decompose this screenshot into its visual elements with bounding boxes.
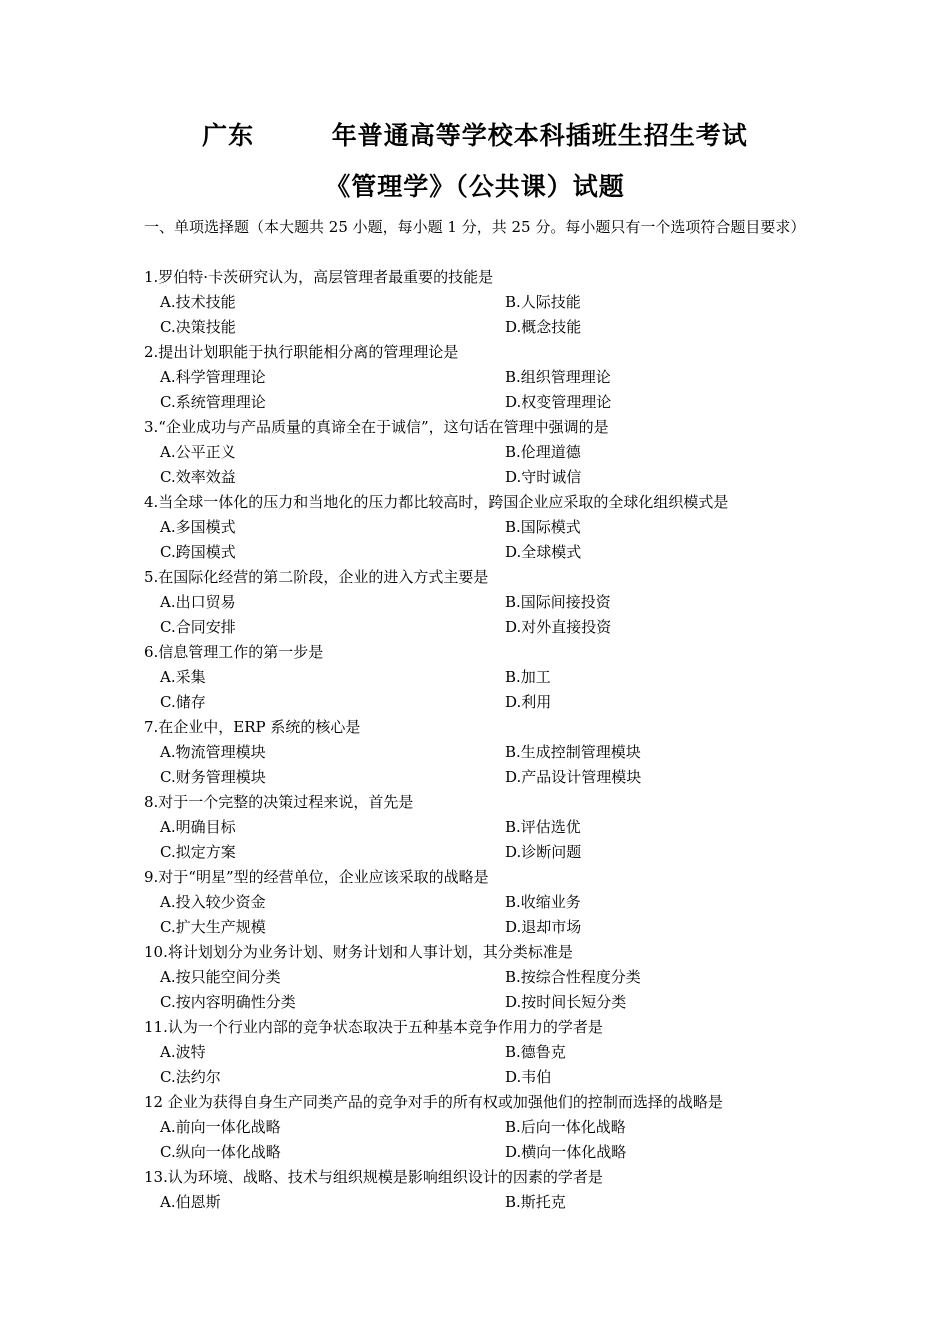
option-a: A.明确目标 — [160, 818, 236, 836]
option-a: A.出口贸易 — [160, 593, 236, 611]
question-1 — [0, 265, 950, 340]
option-a: A.波特 — [160, 1043, 206, 1061]
option-b: B.伦理道德 — [505, 443, 581, 461]
option-a: A.技术技能 — [160, 293, 236, 311]
question-stem: 10.将计划划分为业务计划、财务计划和人事计划，其分类标准是 — [144, 943, 573, 961]
option-a: A.多国模式 — [160, 518, 236, 536]
option-b: B.后向一体化战略 — [505, 1118, 626, 1136]
question-stem: 4.当全球一体化的压力和当地化的压力都比较高时，跨国企业应采取的全球化组织模式是 — [144, 493, 729, 511]
option-a: A.科学管理理论 — [160, 368, 266, 386]
question-stem: 12 企业为获得自身生产同类产品的竞争对手的所有权或加强他们的控制而选择的战略是 — [144, 1093, 723, 1111]
question-list — [0, 265, 950, 1215]
exam-title: 广东 年普通高等学校本科插班生招生考试 — [202, 121, 748, 150]
exam-subtitle: 《管理学》（公共课）试题 — [325, 172, 625, 201]
question-stem: 3.“企业成功与产品质量的真谛全在于诚信”，这句话在管理中强调的是 — [144, 418, 609, 436]
option-d: D.按时间长短分类 — [505, 993, 627, 1011]
question-stem: 11.认为一个行业内部的竞争状态取决于五种基本竞争作用力的学者是 — [144, 1018, 603, 1036]
question-2 — [0, 340, 950, 415]
option-b: B.按综合性程度分类 — [505, 968, 641, 986]
option-c: C.系统管理理论 — [160, 393, 266, 411]
option-d: D.对外直接投资 — [505, 618, 612, 636]
question-stem: 9.对于“明星”型的经营单位，企业应该采取的战略是 — [144, 868, 489, 886]
question-5 — [0, 565, 950, 640]
question-stem: 5.在国际化经营的第二阶段，企业的进入方式主要是 — [144, 568, 489, 586]
option-c: C.法约尔 — [160, 1068, 221, 1086]
option-d: D.利用 — [505, 693, 552, 711]
option-d: D.守时诚信 — [505, 468, 582, 486]
option-b: B.加工 — [505, 668, 551, 686]
option-d: D.诊断问题 — [505, 843, 582, 861]
option-b: B.评估选优 — [505, 818, 581, 836]
option-c: C.纵向一体化战略 — [160, 1143, 281, 1161]
option-c: C.合同安排 — [160, 618, 236, 636]
question-13 — [0, 1165, 950, 1215]
option-d: D.退却市场 — [505, 918, 582, 936]
option-a: A.按只能空间分类 — [160, 968, 281, 986]
option-c: C.储存 — [160, 693, 206, 711]
option-b: B.人际技能 — [505, 293, 581, 311]
option-d: D.权变管理理论 — [505, 393, 612, 411]
option-b: B.斯托克 — [505, 1193, 566, 1211]
question-stem: 7.在企业中，ERP 系统的核心是 — [144, 718, 361, 736]
option-d: D.产品设计管理模块 — [505, 768, 642, 786]
option-b: B.组织管理理论 — [505, 368, 611, 386]
option-c: C.按内容明确性分类 — [160, 993, 296, 1011]
option-a: A.前向一体化战略 — [160, 1118, 281, 1136]
option-d: D.韦伯 — [505, 1068, 552, 1086]
option-b: B.国际间接投资 — [505, 593, 611, 611]
question-stem: 6.信息管理工作的第一步是 — [144, 643, 324, 661]
option-d: D.横向一体化战略 — [505, 1143, 627, 1161]
question-stem: 8.对于一个完整的决策过程来说，首先是 — [144, 793, 414, 811]
question-9 — [0, 865, 950, 940]
question-7 — [0, 715, 950, 790]
question-12 — [0, 1090, 950, 1165]
question-10 — [0, 940, 950, 1015]
option-b: B.生成控制管理模块 — [505, 743, 641, 761]
option-d: D.全球模式 — [505, 543, 582, 561]
option-c: C.扩大生产规模 — [160, 918, 266, 936]
option-a: A.物流管理模块 — [160, 743, 266, 761]
question-3 — [0, 415, 950, 490]
option-a: A.伯恩斯 — [160, 1193, 221, 1211]
option-c: C.财务管理模块 — [160, 768, 266, 786]
option-d: D.概念技能 — [505, 318, 582, 336]
question-stem: 1.罗伯特·卡茨研究认为，高层管理者最重要的技能是 — [144, 268, 494, 286]
question-stem: 2.提出计划职能于执行职能相分离的管理理论是 — [144, 343, 459, 361]
option-c: C.拟定方案 — [160, 843, 236, 861]
option-c: C.效率效益 — [160, 468, 236, 486]
option-a: A.采集 — [160, 668, 206, 686]
option-b: B.收缩业务 — [505, 893, 581, 911]
option-c: C.跨国模式 — [160, 543, 236, 561]
option-b: B.国际模式 — [505, 518, 581, 536]
question-8 — [0, 790, 950, 865]
option-a: A.公平正义 — [160, 443, 236, 461]
question-11 — [0, 1015, 950, 1090]
question-stem: 13.认为环境、战略、技术与组织规模是影响组织设计的因素的学者是 — [144, 1168, 603, 1186]
question-6 — [0, 640, 950, 715]
option-a: A.投入较少资金 — [160, 893, 266, 911]
section-heading: 一、单项选择题（本大题共 25 小题，每小题 1 分，共 25 分。每小题只有一个选项符合题目要求） — [144, 218, 806, 236]
question-4 — [0, 490, 950, 565]
option-c: C.决策技能 — [160, 318, 236, 336]
option-b: B.德鲁克 — [505, 1043, 566, 1061]
